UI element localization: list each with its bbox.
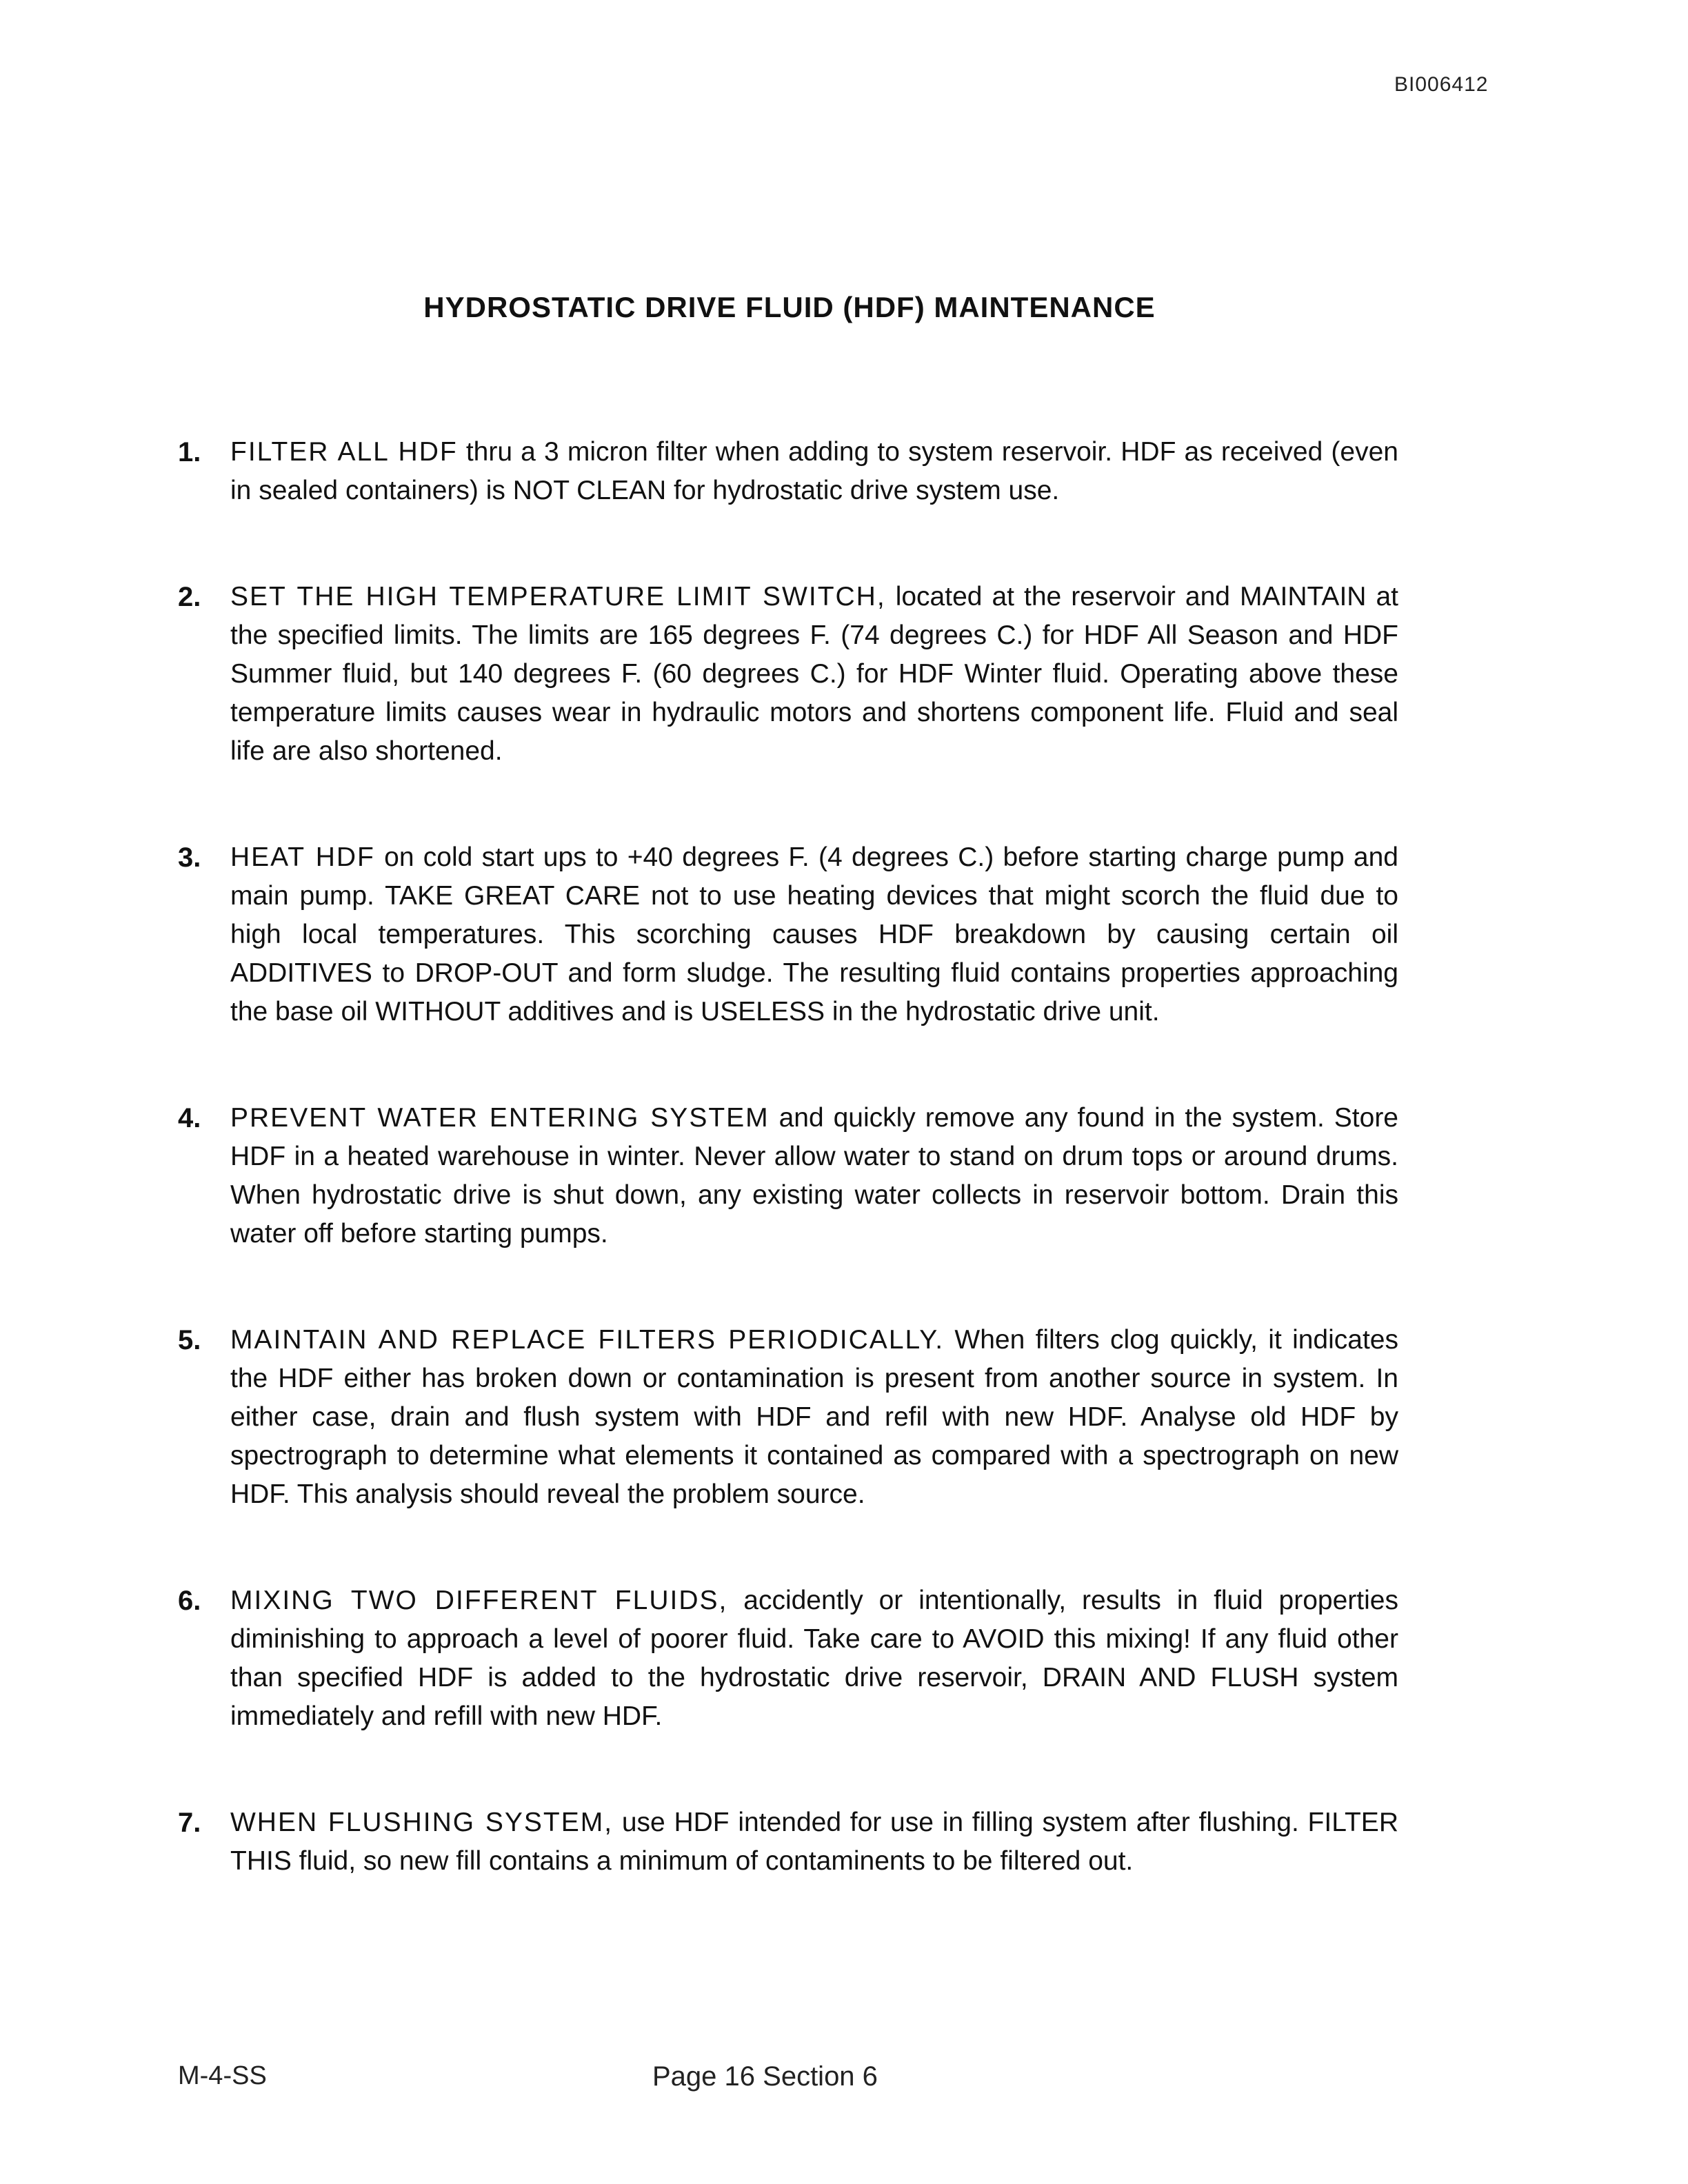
- item-lead: PREVENT WATER ENTERING SYSTEM: [230, 1103, 770, 1133]
- list-item: [178, 433, 1398, 510]
- item-number: 6.: [178, 1586, 201, 1616]
- item-text: accidently or intentionally, results in fluid properties diminishing to approach a level of poorer fluid. Take care to AVOID this mixing! If any fluid other than specified HDF is added to the hydrostatic drive reservoir, DRAIN AND FLUSH system immediately and refill with new HDF.: [230, 1586, 1398, 1731]
- item-text: and quickly remove any found in the system. Store HDF in a heated warehouse in winter. Never allow water to stand on drum tops or around drums. When hydrostatic drive is shut down, any existing water collects in reservoir bottom. Drain this water off before starting pumps.: [230, 1103, 1398, 1248]
- item-text: thru a 3 micron filter when adding to system reservoir. HDF as received (even in sealed containers) is NOT CLEAN for hydrostatic drive system use.: [230, 437, 1398, 505]
- item-number: 3.: [178, 842, 201, 873]
- maintenance-list: [178, 433, 1398, 1881]
- list-item: [178, 1099, 1398, 1253]
- item-number: 7.: [178, 1808, 201, 1838]
- item-text: use HDF intended for use in filling system after flushing. FILTER THIS fluid, so new fill contains a minimum of contaminents to be filtered out.: [230, 1808, 1398, 1876]
- list-item: [178, 1321, 1398, 1514]
- page-title: HYDROSTATIC DRIVE FLUID (HDF) MAINTENANCE: [423, 291, 1156, 323]
- item-lead: MAINTAIN AND REPLACE FILTERS PERIODICALLY.: [230, 1325, 945, 1355]
- item-text: located at the reservoir and MAINTAIN at the specified limits. The limits are 165 degrees F. (74 degrees C.) for HDF All Season and HDF Summer fluid, but 140 degrees F. (60 degrees C.) for HDF Winter fluid. Operating above these temperature limits causes wear in hydraulic motors and shortens component life. Fluid and seal life are also shortened.: [230, 582, 1398, 766]
- item-number: 5.: [178, 1325, 201, 1355]
- footer-document-code: M-4-SS: [178, 2061, 267, 2090]
- item-number: 1.: [178, 437, 201, 467]
- item-lead: MIXING TWO DIFFERENT FLUIDS,: [230, 1586, 728, 1615]
- item-lead: HEAT HDF: [230, 842, 375, 872]
- list-item: [178, 838, 1398, 1031]
- item-text: on cold start ups to +40 degrees F. (4 degrees C.) before starting charge pump and main pump. TAKE GREAT CARE not to use heating devices that might scorch the fluid due to high local temperatures. This scorching causes HDF breakdown by causing certain oil ADDITIVES to DROP-OUT and form sludge. The resulting fluid contains properties approaching the base oil WITHOUT additives and is USELESS in the hydrostatic drive unit.: [230, 842, 1398, 1027]
- list-item: [178, 1581, 1398, 1736]
- document-id: BI006412: [1394, 73, 1489, 96]
- item-text: When filters clog quickly, it indicates the HDF either has broken down or contamination is present from another source in system. In either case, drain and flush system with HDF and refil with new HDF. Analyse old HDF by spectrograph to determine what elements it contained as compared with a spectrograph on new HDF. This analysis should reveal the problem source.: [230, 1325, 1398, 1509]
- item-lead: SET THE HIGH TEMPERATURE LIMIT SWITCH,: [230, 582, 886, 611]
- list-item: [178, 578, 1398, 771]
- item-lead: FILTER ALL HDF: [230, 437, 458, 467]
- item-number: 4.: [178, 1103, 201, 1133]
- list-item: [178, 1803, 1398, 1881]
- item-number: 2.: [178, 582, 201, 612]
- footer-page-number: Page 16 Section 6: [652, 2061, 878, 2092]
- item-lead: WHEN FLUSHING SYSTEM,: [230, 1808, 614, 1837]
